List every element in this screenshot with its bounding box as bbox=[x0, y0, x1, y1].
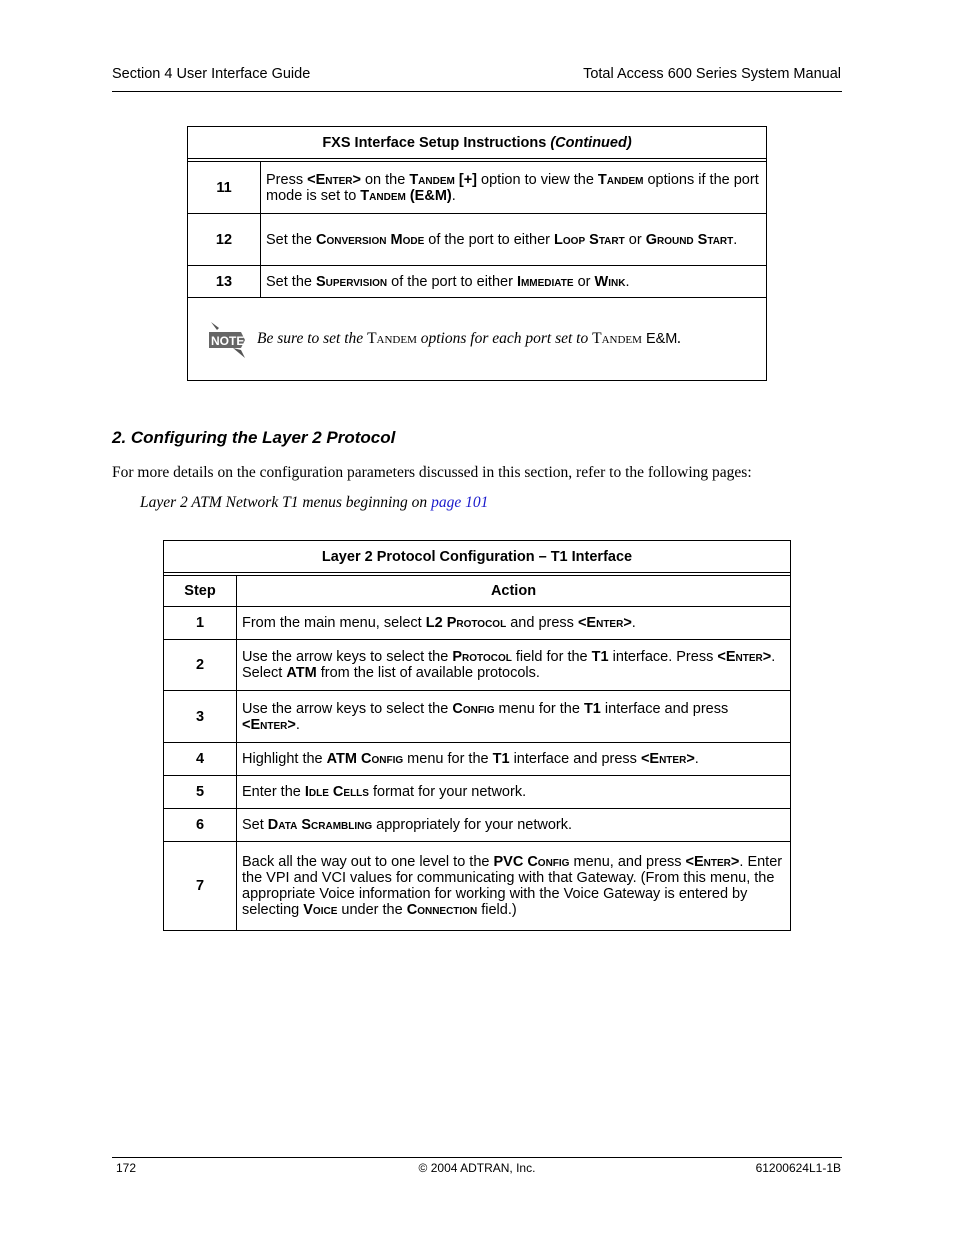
header-manual-title: Total Access 600 Series System Manual bbox=[583, 66, 841, 82]
footer-rule bbox=[112, 1157, 842, 1158]
text-run: < bbox=[307, 171, 316, 188]
text-run: Config bbox=[452, 700, 495, 717]
table-row bbox=[164, 809, 791, 842]
text-run: Enter bbox=[586, 615, 624, 631]
reference-text: Layer 2 ATM Network T1 menus beginning on bbox=[140, 494, 432, 511]
text-run: ATM bbox=[286, 665, 317, 681]
text-run: < bbox=[717, 649, 726, 665]
table-row bbox=[164, 640, 791, 691]
intro-paragraph: For more details on the configuration parameters discussed in this section, refer to the following pages: bbox=[112, 464, 752, 481]
text-run: of the port to either bbox=[387, 273, 517, 290]
text-run: menu for the bbox=[494, 700, 584, 717]
note-part: . bbox=[677, 330, 682, 347]
text-run: Ground Start bbox=[645, 231, 734, 248]
text-run: < bbox=[685, 854, 695, 870]
col-header-step: Step bbox=[164, 576, 237, 607]
text-run: ATM bbox=[326, 751, 362, 767]
text-run: of the port to either bbox=[424, 231, 555, 248]
text-run: and press bbox=[506, 615, 578, 631]
text-run: interface and press bbox=[509, 751, 641, 767]
text-run: Use the arrow keys to select the bbox=[242, 649, 453, 665]
step-action bbox=[261, 214, 767, 266]
text-run: Enter bbox=[725, 649, 763, 665]
text-run: . bbox=[451, 187, 456, 204]
table-row bbox=[164, 607, 791, 640]
table-row bbox=[164, 776, 791, 809]
text-run: from the list of available protocols. bbox=[316, 665, 540, 681]
step-number: 11 bbox=[188, 162, 261, 214]
text-run: Set bbox=[242, 817, 268, 833]
section-title: 2. Configuring the Layer 2 Protocol bbox=[112, 428, 396, 447]
text-run: Tandem bbox=[597, 171, 644, 188]
text-run: field.) bbox=[477, 902, 517, 918]
text-run: Use the arrow keys to select the bbox=[242, 700, 453, 717]
step-number: 6 bbox=[164, 809, 237, 842]
text-run: field for the bbox=[511, 649, 592, 665]
text-run: < bbox=[640, 751, 650, 767]
text-run: options if the port mode is set to bbox=[266, 171, 759, 204]
text-run: Config bbox=[527, 854, 570, 870]
text-run: . bbox=[631, 615, 636, 631]
text-run: > bbox=[623, 615, 632, 631]
step-number: 7 bbox=[164, 842, 237, 931]
step-number: 1 bbox=[164, 607, 237, 640]
text-run: Connection bbox=[406, 902, 478, 918]
text-run: Enter bbox=[694, 854, 731, 870]
text-run: interface. Press bbox=[608, 649, 718, 665]
table-row bbox=[188, 162, 767, 214]
text-run: > bbox=[352, 171, 365, 188]
text-run: > bbox=[686, 751, 695, 767]
col-header-action: Action bbox=[237, 576, 791, 607]
text-run: < bbox=[577, 615, 587, 631]
table-row bbox=[188, 266, 767, 298]
text-run: format for your network. bbox=[368, 784, 527, 800]
table-row bbox=[188, 214, 767, 266]
text-run: . bbox=[625, 273, 630, 290]
text-run: or bbox=[573, 273, 595, 290]
text-run: Back all the way out to one level to the bbox=[242, 854, 494, 870]
text-run: (E&M) bbox=[405, 187, 452, 204]
text-run: T1 bbox=[583, 700, 601, 717]
l2-table-title: Layer 2 Protocol Configuration – T1 Interface bbox=[164, 541, 791, 573]
text-run: < bbox=[242, 716, 251, 733]
text-run: Protocol bbox=[446, 615, 507, 631]
svg-text:NOTE: NOTE bbox=[211, 334, 245, 348]
text-run: Idle Cells bbox=[304, 784, 369, 800]
step-number: 5 bbox=[164, 776, 237, 809]
text-run: . Enter the VPI and VCI values for communicating with that Gateway. (From this menu, the appropriate Voice information for working with the Voice Gateway is entered by selecting bbox=[242, 854, 783, 918]
document-number: 61200624L1-1B bbox=[755, 1161, 841, 1175]
note-part: Be sure to set the bbox=[257, 330, 368, 347]
page-number: 172 bbox=[116, 1161, 137, 1175]
text-run: > bbox=[762, 649, 772, 665]
text-run: Enter bbox=[250, 716, 288, 733]
step-action bbox=[237, 640, 791, 691]
note-part: options for each port set to bbox=[416, 330, 593, 347]
text-run: Tandem bbox=[360, 187, 406, 204]
text-run: . bbox=[733, 231, 738, 248]
text-run: Voice bbox=[303, 902, 338, 918]
step-number: 3 bbox=[164, 691, 237, 743]
step-action bbox=[237, 607, 791, 640]
text-run: under the bbox=[337, 902, 407, 918]
header-section-label: Section 4 User Interface Guide bbox=[112, 66, 311, 82]
fxs-table-title bbox=[188, 127, 767, 159]
text-run: . Select bbox=[242, 649, 776, 681]
text-run: Enter bbox=[315, 171, 353, 188]
text-run: From the main menu, select bbox=[242, 615, 426, 631]
text-run: option to view the bbox=[481, 171, 598, 188]
text-run: Highlight the bbox=[242, 751, 327, 767]
text-run: T1 bbox=[492, 751, 510, 767]
text-run: . bbox=[694, 751, 699, 767]
text-run: . bbox=[295, 716, 300, 733]
step-action bbox=[237, 743, 791, 776]
text-run: L2 bbox=[425, 615, 447, 631]
step-number: 13 bbox=[188, 266, 261, 298]
text-run: Tandem bbox=[409, 171, 455, 188]
step-action bbox=[237, 809, 791, 842]
text-run: Protocol bbox=[452, 649, 512, 665]
fxs-title-continued: (Continued) bbox=[550, 134, 632, 151]
text-run: menu, and press bbox=[569, 854, 686, 870]
text-run: PVC bbox=[493, 854, 528, 870]
text-run: Conversion Mode bbox=[315, 231, 425, 248]
note-keyword-tandem: Tandem bbox=[367, 330, 417, 347]
table-row bbox=[164, 743, 791, 776]
text-run: Config bbox=[361, 751, 404, 767]
text-run: > bbox=[287, 716, 296, 733]
text-run: Press bbox=[266, 171, 308, 188]
text-run: Enter bbox=[649, 751, 687, 767]
text-run: Set the bbox=[266, 231, 316, 248]
copyright: © 2004 ADTRAN, Inc. bbox=[418, 1161, 536, 1175]
text-run: or bbox=[624, 231, 646, 248]
fxs-title-main: FXS Interface Setup Instructions bbox=[322, 134, 551, 151]
note-keyword-tandem: Tandem bbox=[592, 330, 642, 347]
text-run: Immediate bbox=[516, 273, 574, 290]
text-run: [+] bbox=[454, 171, 482, 188]
step-number: 12 bbox=[188, 214, 261, 266]
reference-line bbox=[140, 494, 488, 512]
text-run: > bbox=[730, 854, 740, 870]
fxs-setup-table bbox=[187, 126, 767, 381]
note-box bbox=[188, 298, 767, 381]
note-keyword-em: E&M bbox=[641, 331, 678, 347]
step-action bbox=[237, 691, 791, 743]
header-rule bbox=[112, 91, 842, 92]
layer2-config-table bbox=[163, 540, 791, 931]
text-run: Enter the bbox=[242, 784, 305, 800]
table-row bbox=[164, 842, 791, 931]
table-row bbox=[164, 691, 791, 743]
table-header-row bbox=[164, 576, 791, 607]
text-run: interface and press bbox=[600, 700, 729, 717]
text-run: Supervision bbox=[315, 273, 388, 290]
text-run: Loop Start bbox=[554, 231, 625, 248]
step-number: 4 bbox=[164, 743, 237, 776]
page-link[interactable]: page 101 bbox=[431, 494, 489, 511]
text-run: Set the bbox=[266, 273, 316, 290]
step-action bbox=[261, 162, 767, 214]
text-run: on the bbox=[364, 171, 410, 188]
note-icon bbox=[207, 318, 249, 360]
text-run: Data Scrambling bbox=[267, 817, 373, 833]
text-run: Wink bbox=[594, 273, 626, 290]
text-run: appropriately for your network. bbox=[372, 817, 573, 833]
step-action bbox=[237, 842, 791, 931]
text-run: T1 bbox=[591, 649, 609, 665]
text-run: menu for the bbox=[403, 751, 493, 767]
step-action bbox=[261, 266, 767, 298]
step-number: 2 bbox=[164, 640, 237, 691]
note-text bbox=[257, 330, 681, 348]
step-action bbox=[237, 776, 791, 809]
